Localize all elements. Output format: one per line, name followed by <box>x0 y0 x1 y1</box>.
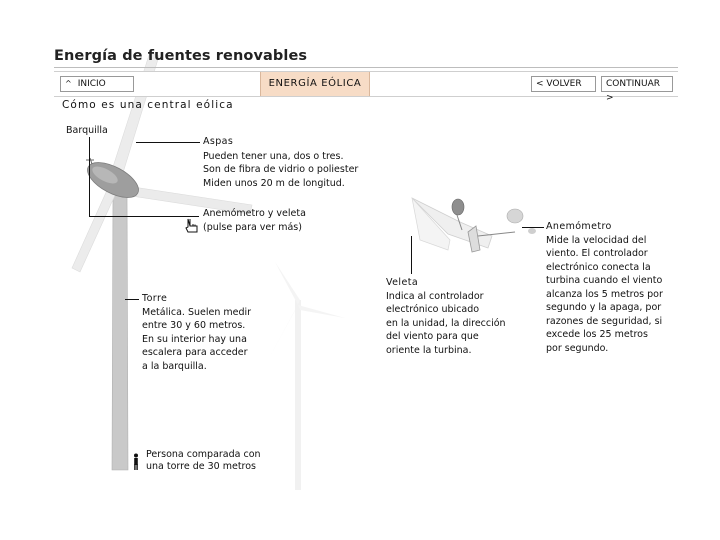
persona-line: Persona comparada con <box>146 449 261 460</box>
veleta-line: electrónico ubicado <box>386 304 480 315</box>
aspas-line: Son de fibra de vidrio o poliester <box>203 164 359 175</box>
veleta-heading: Veleta <box>386 277 419 288</box>
veleta-line: del viento para que <box>386 331 479 342</box>
person-icon <box>131 453 141 471</box>
veleta-line: oriente la turbina. <box>386 344 472 356</box>
barquilla-label: Barquilla <box>66 125 108 136</box>
aspas-leader-line <box>136 142 200 143</box>
aspas-description <box>203 135 403 190</box>
sensor-detail-illustration <box>412 198 536 252</box>
navigation-bar <box>54 71 678 103</box>
continue-button[interactable]: CONTINUAR > <box>601 76 673 92</box>
veleta-description <box>386 276 546 357</box>
home-button[interactable] <box>60 76 134 92</box>
section-title: Cómo es una central eólica <box>62 99 234 111</box>
anemometro-line: alcanza los 5 metros por <box>546 288 663 300</box>
anemometro-line: segundo y la apaga, por <box>546 302 662 313</box>
veleta-line: en la unidad, la dirección <box>386 317 506 329</box>
torre-line: escalera para acceder <box>142 347 248 358</box>
persona-description <box>146 449 306 473</box>
anemometro-line: electrónico conecta la <box>546 261 651 273</box>
torre-leader-line <box>125 299 139 300</box>
hand-pointer-icon <box>184 218 200 234</box>
torre-line: En su interior hay una <box>142 333 247 345</box>
anemometro-line: por segundo. <box>546 342 609 354</box>
veleta-line: Indica al controlador <box>386 290 484 302</box>
anemometro-line: excede los 25 metros <box>546 329 648 340</box>
veleta-leader-line <box>411 236 412 274</box>
torre-line: a la barquilla. <box>142 360 207 372</box>
anemometro-heading: Anemómetro <box>546 221 612 232</box>
aspas-line: Pueden tener una, dos o tres. <box>203 150 344 162</box>
anemometro-link-line1: Anemómetro y veleta <box>203 208 306 219</box>
torre-description <box>142 292 302 373</box>
anemometro-line: razones de seguridad, si <box>546 315 663 327</box>
aspas-heading: Aspas <box>203 136 234 147</box>
torre-heading: Torre <box>142 293 168 304</box>
anemometro-line: turbina cuando el viento <box>546 275 663 286</box>
persona-line: una torre de 30 metros <box>146 461 257 472</box>
page-title: Energía de fuentes renovables <box>54 48 308 64</box>
tab-energia-eolica[interactable]: ENERGÍA EÓLICA <box>260 72 370 96</box>
anemometro-line: viento. El controlador <box>546 248 648 259</box>
blade-left <box>72 188 116 272</box>
title-divider <box>54 67 678 68</box>
barquilla-leader-line <box>89 137 90 217</box>
caret-up-icon: ^ <box>65 79 72 88</box>
barquilla-leader-line-horizontal <box>89 216 199 217</box>
tower <box>112 192 128 470</box>
anemometro-veleta-link[interactable] <box>184 207 354 234</box>
torre-line: Metálica. Suelen medir <box>142 306 252 318</box>
anemometro-leader-line <box>522 227 544 228</box>
anemometro-description <box>546 220 686 355</box>
anemometro-line: Mide la velocidad del <box>546 234 647 246</box>
torre-line: entre 30 y 60 metros. <box>142 320 246 331</box>
home-button-label: INICIO <box>77 79 106 89</box>
anemometro-link-line2: (pulse para ver más) <box>203 221 302 233</box>
back-button[interactable]: < VOLVER <box>531 76 596 92</box>
aspas-line: Miden unos 20 m de longitud. <box>203 177 345 189</box>
